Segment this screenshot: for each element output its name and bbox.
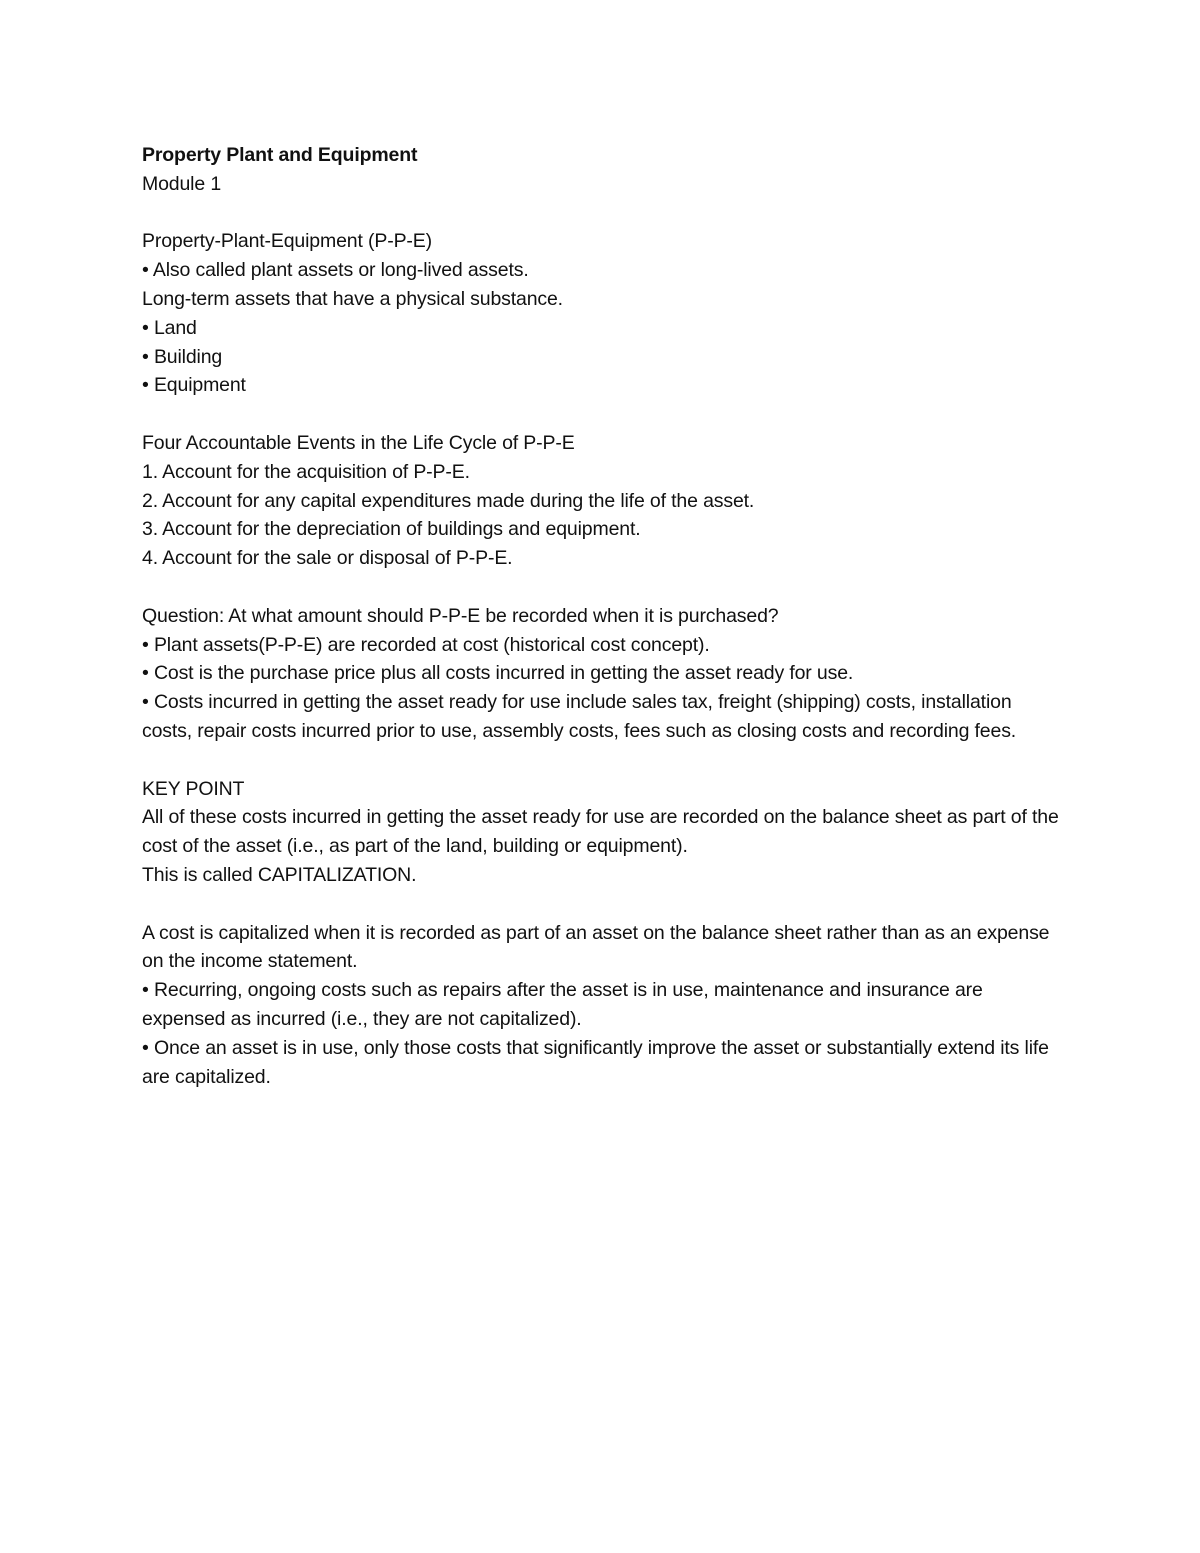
events-heading: Four Accountable Events in the Life Cycle of P-P-E: [142, 431, 575, 454]
spacer: [142, 746, 1062, 775]
spacer: [142, 573, 1062, 602]
document-title: Property Plant and Equipment: [142, 144, 418, 166]
spacer: [142, 199, 1062, 228]
document-body: [142, 141, 1062, 1091]
question-item: • Cost is the purchase price plus all costs incurred in getting the asset ready for use.: [142, 662, 854, 685]
ppe-heading: Property-Plant-Equipment (P-P-E): [142, 230, 432, 253]
question-heading: Question: At what amount should P-P-E be recorded when it is purchased?: [142, 604, 779, 627]
ppe-line: • Equipment: [142, 374, 246, 397]
question-item: • Plant assets(P-P-E) are recorded at cost (historical cost concept).: [142, 633, 710, 656]
key-point-line: This is called CAPITALIZATION.: [142, 863, 417, 886]
ppe-line: • Land: [142, 316, 197, 339]
capitalized-line: • Once an asset is in use, only those costs that significantly improve the asset or substantially extend its life are capitalized.: [142, 1036, 1049, 1088]
module-label: Module 1: [142, 172, 222, 195]
events-item: 1. Account for the acquisition of P-P-E.: [142, 460, 470, 483]
events-item: 3. Account for the depreciation of buildings and equipment.: [142, 518, 641, 541]
question-item: • Costs incurred in getting the asset ready for use include sales tax, freight (shipping) costs, installation costs, repair costs incurred prior to use, assembly costs, fees such as closing costs and recording fees.: [142, 691, 1017, 742]
ppe-line: • Also called plant assets or long-lived assets.: [142, 259, 529, 282]
key-point-line: All of these costs incurred in getting the asset ready for use are recorded on the balance sheet as part of the cost of the asset (i.e., as part of the land, building or equipment).: [142, 806, 1059, 858]
ppe-line: Long-term assets that have a physical substance.: [142, 287, 563, 310]
ppe-line: • Building: [142, 345, 223, 368]
capitalized-line: A cost is capitalized when it is recorded as part of an asset on the balance sheet rather than as an expense on the income statement.: [142, 921, 1050, 973]
spacer: [142, 400, 1062, 429]
events-item: 2. Account for any capital expenditures made during the life of the asset.: [142, 489, 755, 512]
events-item: 4. Account for the sale or disposal of P-P-E.: [142, 547, 513, 570]
spacer: [142, 890, 1062, 919]
capitalized-line: • Recurring, ongoing costs such as repairs after the asset is in use, maintenance and insurance are expensed as incurred (i.e., they are not capitalized).: [142, 979, 983, 1030]
key-point-heading: KEY POINT: [142, 777, 245, 800]
